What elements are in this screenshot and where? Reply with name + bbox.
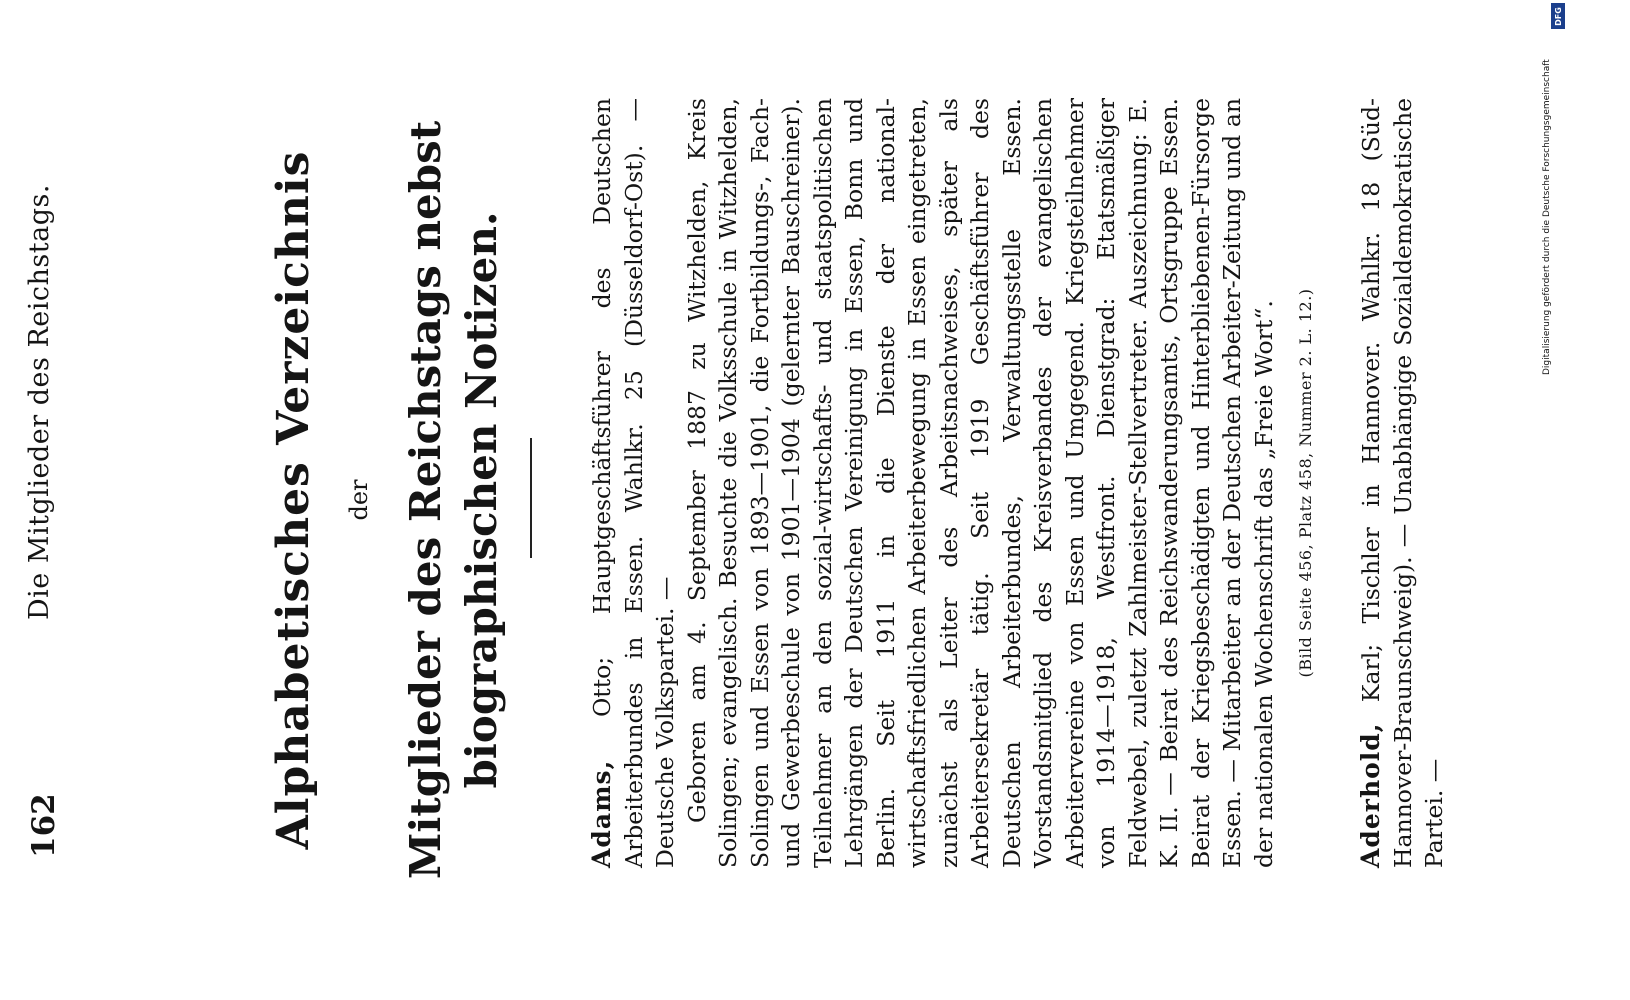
running-title: Die Mitglieder des Reichstags.	[24, 184, 55, 620]
member-entry-adams	[586, 98, 1322, 868]
credit-text: Digitalisierung gefördert durch die Deutsche Forschungsgemeinschaft	[1542, 59, 1552, 375]
entry-summary: Karl; Tischler in Hannover. Wahlkr. 18 (Süd-Hannover-Braunschweig). — Unabhängige Sozialdemokratische Partei. —	[1357, 98, 1448, 868]
section-title: Alphabetisches Verzeichnis	[268, 150, 319, 850]
title-divider	[530, 438, 532, 558]
page-number: 162	[26, 793, 62, 858]
member-name: Aderhold,	[1356, 722, 1385, 868]
member-name: Adams,	[587, 759, 616, 868]
entry-image-caption: (Bild Seite 456, Platz 458, Nummer 2. L. 12.)	[1296, 288, 1315, 678]
entry-summary: Otto; Hauptgeschäftsführer des Deutschen Arbeiterbundes in Essen. Wahlkr. 25 (Düsseldorf-Ost). — Deutsche Volkspartei. —	[588, 98, 679, 868]
dfg-logo-text: DFG	[1553, 6, 1563, 26]
digitization-credit	[1542, 5, 1564, 375]
entry-biography: Geboren am 4. September 1887 zu Witzhelden, Kreis Solingen; evangelisch. Besuchte die Volksschule in Witzhelden, Solingen und Essen von 1893—1901, die Fortbildungs-, Fach- und Gewerbeschule von 1901—1904 (gelernter Bauschreiner). Teilnehmer an den sozial-wirtschafts- und staatspolitischen Lehrgängen der Deutschen Vereinigung in Essen, Bonn und Berlin. Seit 1911 in die Dienste der national-wirtschaftsfriedlichen Arbeiterbewegung in Essen eingetreten, zunächst als Leiter des Arbeitsnachweises, später als Arbeitersekretär tätig. Seit 1919 Geschäftsführer des Deutschen Arbeiterbundes, Verwaltungsstelle Essen. Vorstandsmitglied des Kreisverbandes der evangelischen Arbeitervereine von Essen und Umgegend. Kriegsteilnehmer von 1914—1918, Westfront. Dienstgrad: Etatsmäßiger Feldwebel, zuletzt Zahlmeister-Stellvertreter. Auszeichnung: E. K. II. — Beirat des Reichswanderungsamts, Ortsgruppe Essen. Beirat der Kriegsbeschädigten und Hinterbliebenen-Fürsorge Essen. — Mitarbeiter an der Deutschen Arbeiter-Zeitung und an der nationalen Wochenschrift das „Freie Wort“.	[682, 98, 1278, 868]
section-subtitle: Mitglieder des Reichstags nebst biographischen Notizen.	[401, 120, 506, 880]
entry-heading-paragraph	[1355, 98, 1451, 868]
section-title-connector: der	[345, 479, 373, 521]
member-entry-aderhold	[1355, 98, 1451, 868]
entry-heading-paragraph	[586, 98, 682, 868]
